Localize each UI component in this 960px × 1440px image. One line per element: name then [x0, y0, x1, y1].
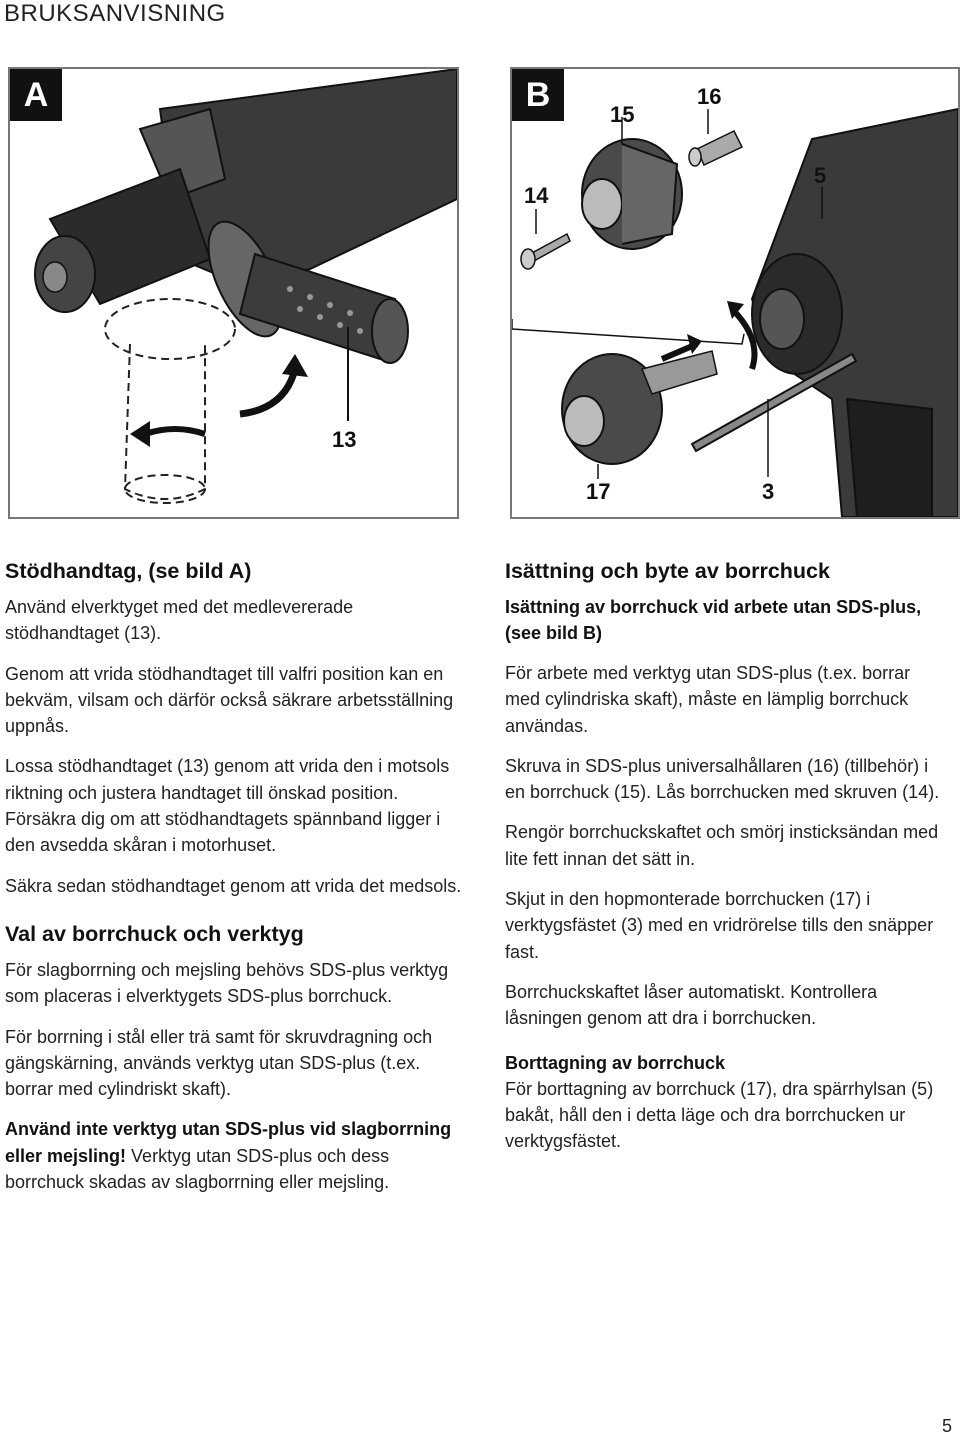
section-heading-isattning: Isättning och byte av borrchuck	[505, 559, 830, 583]
callout-16: 16	[697, 84, 722, 109]
figure-b	[510, 67, 960, 519]
paragraph: Genom att vrida stödhandtaget till valfri position kan en bekväm, vilsam och därför också säkrare arbetsställning uppnås.	[5, 663, 454, 737]
paragraph: För arbete med verktyg utan SDS-plus (t.ex. borrar med cylindriska skaft), måste en lämplig borrchuck användas.	[505, 663, 911, 736]
figure-a-illustration	[10, 69, 457, 517]
warning-paragraph	[5, 1116, 465, 1195]
section-heading-val-av-borrchuck: Val av borrchuck och verktyg	[5, 921, 304, 946]
section-heading-stodhandtag: Stödhandtag, (se bild A)	[5, 559, 252, 583]
figure-a-letter: A	[10, 69, 62, 121]
paragraph: Skjut in den hopmonterade borrchucken (17) i verktygsfästet (3) med en vridrörelse tills den snäpper fast.	[505, 889, 934, 962]
paragraph: Borrchuckskaftet låser automatiskt. Kontrollera låsningen genom att dra i borrchucken.	[505, 981, 878, 1029]
paragraph: Skruva in SDS-plus universalhållaren (16) (tillbehör) i en borrchuck (15). Lås borrchucken med skruven (14).	[505, 755, 940, 803]
callout-15: 15	[610, 102, 635, 127]
right-column	[505, 556, 950, 1168]
warning-bold: Använd inte verktyg utan SDS-plus vid slagborrning eller mejsling!	[5, 1119, 452, 1166]
figure-a	[8, 67, 459, 519]
callout-13: 13	[332, 427, 357, 452]
callout-3: 3	[762, 479, 775, 504]
paragraph: Lossa stödhandtaget (13) genom att vrida den i motsols riktning och justera handtaget till önskad position. Försäkra dig om att stödhandtagets spännband ligger i den avsedda skåran i motorhuset.	[5, 756, 450, 856]
callout-5: 5	[814, 163, 827, 188]
paragraph: För borrning i stål eller trä samt för skruvdragning och gängskärning, används verktyg utan SDS-plus (t.ex. borrar med cylindriskt skaft).	[5, 1026, 433, 1100]
paragraph: För slagborrning och mejsling behövs SDS-plus verktyg som placeras i elverktygets SDS-plus borrchuck.	[5, 959, 449, 1007]
paragraph: För borttagning av borrchuck (17), dra spärrhylsan (5) bakåt, håll den i detta läge och dra borrchucken ur verktygsfästet.	[505, 1078, 934, 1152]
warning-rest: Verktyg utan SDS-plus och dess borrchuck skadas av slagborrning eller mejsling.	[5, 1145, 390, 1193]
figure-b-letter: B	[512, 69, 564, 121]
callout-17: 17	[586, 479, 611, 504]
page-number: 5	[941, 1416, 952, 1436]
subheading-borttagning: Borttagning av borrchuck	[505, 1052, 726, 1073]
paragraph: Rengör borrchuckskaftet och smörj insticksändan med lite fett innan det sätt in.	[505, 822, 939, 869]
paragraph: Säkra sedan stödhandtaget genom att vrida det medsols.	[5, 875, 462, 896]
page-header: BRUKSANVISNING	[4, 0, 226, 27]
paragraph: Använd elverktyget med det medlevererade stödhandtaget (13).	[5, 597, 354, 644]
callout-14: 14	[524, 183, 549, 208]
subheading-isattning-utan-sds: Isättning av borrchuck vid arbete utan SDS-plus, (see bild B)	[505, 597, 922, 643]
figure-b-illustration	[512, 69, 958, 517]
left-column	[5, 556, 465, 1209]
